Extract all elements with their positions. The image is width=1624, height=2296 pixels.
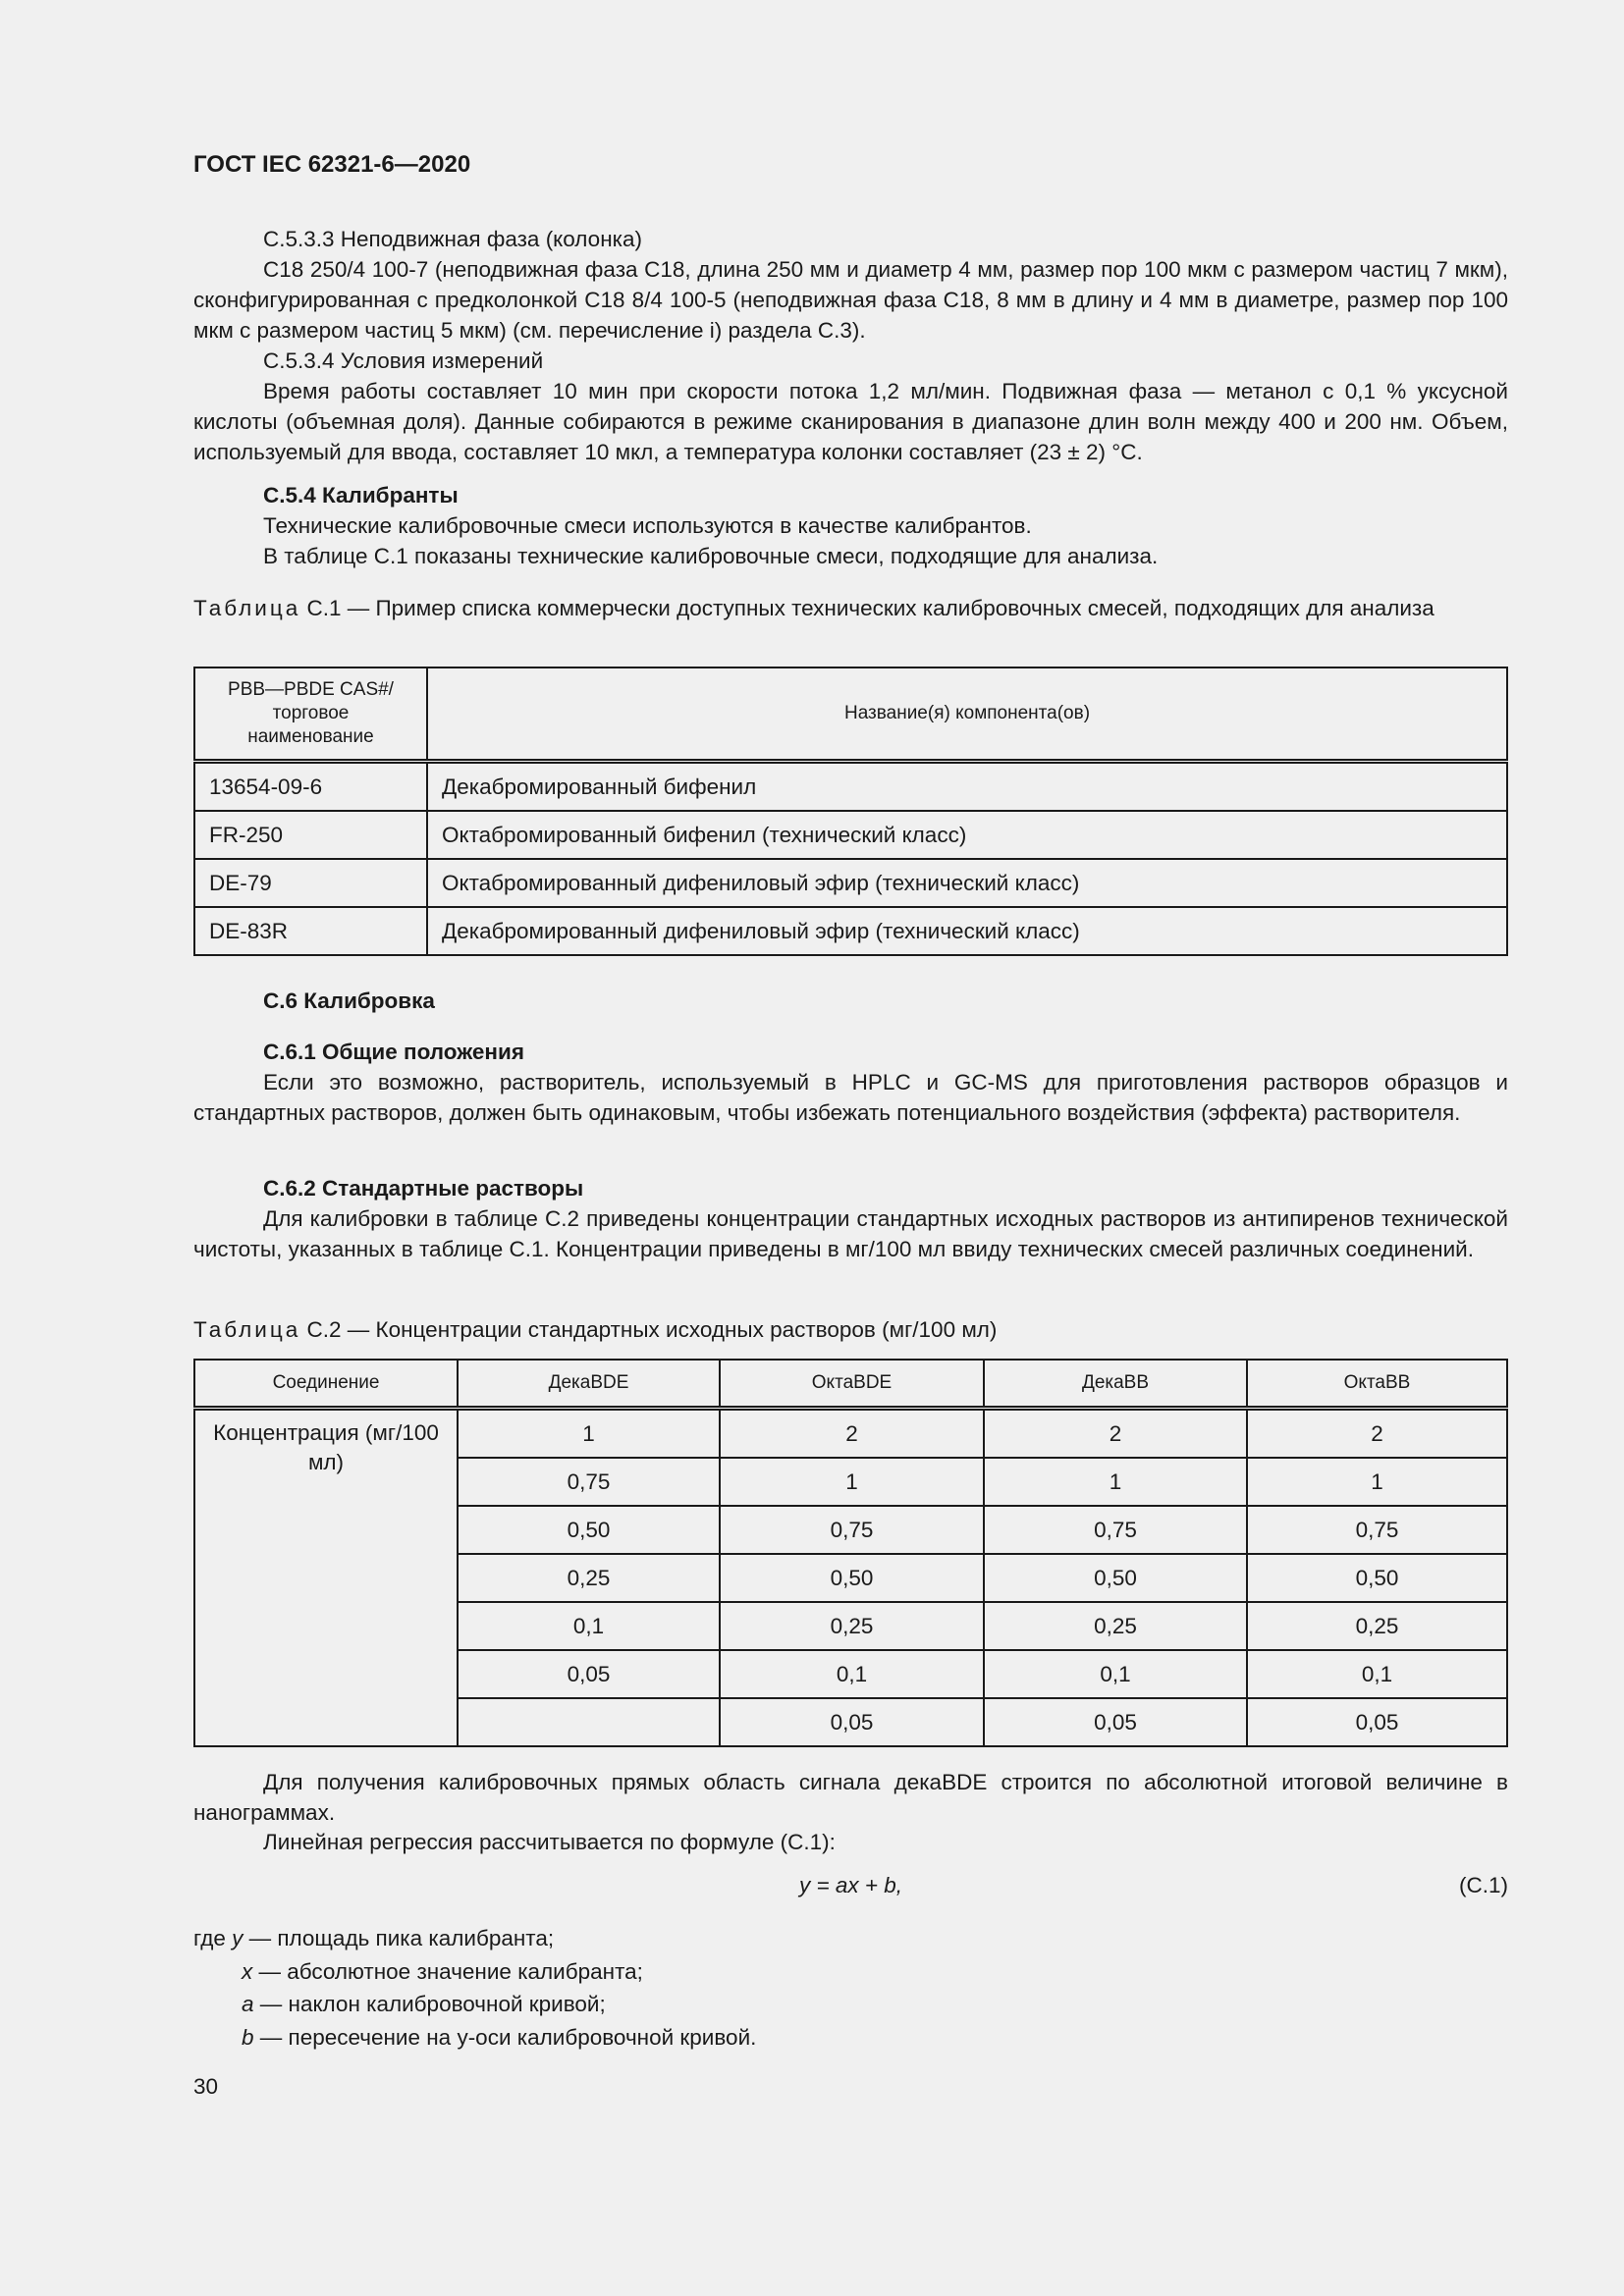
variable-description: — площадь пика калибранта; xyxy=(243,1926,555,1950)
cell: 0,05 xyxy=(984,1698,1247,1746)
variable-description: — пересечение на y-оси калибровочной кривой. xyxy=(253,2024,757,2050)
table2-caption xyxy=(193,1314,1508,1345)
section-c54-p1: Технические калибровочные смеси используются в качестве калибрантов. xyxy=(263,513,1032,538)
section-c61-title: С.6.1 Общие положения xyxy=(263,1040,524,1064)
table2-header: ОктаBB xyxy=(1247,1360,1507,1409)
cell: Октабромированный бифенил (технический класс) xyxy=(427,811,1507,859)
cell: 0,50 xyxy=(458,1506,720,1554)
table1-caption-label: Таблица xyxy=(193,596,301,620)
table-row xyxy=(194,762,1507,812)
section-c533-title: С.5.3.3 Неподвижная фаза (колонка) xyxy=(263,227,642,251)
cell: 0,1 xyxy=(458,1602,720,1650)
cell: 2 xyxy=(984,1409,1247,1459)
table-row xyxy=(194,811,1507,859)
page-number: 30 xyxy=(193,2074,219,2099)
section-c533-text: С18 250/4 100-7 (неподвижная фаза С18, длина 250 мм и диаметр 4 мм, размер пор 100 мкм с размером частиц 7 мкм), сконфигурированная с предколонкой С18 8/4 100-5 (неподвижная фаза С18, 8 мм в длину и 4 мм в диаметре, размер пор 100 мкм с размером частиц 5 мкм) (см. перечисление i) раздела С.3). xyxy=(193,257,1508,343)
paragraph-regression: Линейная регрессия рассчитывается по формуле (С.1): xyxy=(263,1830,836,1854)
cell: 1 xyxy=(984,1458,1247,1506)
cell: 0,75 xyxy=(1247,1506,1507,1554)
variable-definition xyxy=(193,1922,554,1954)
table-row xyxy=(194,907,1507,955)
cell: 0,1 xyxy=(1247,1650,1507,1698)
section-c54-title: С.5.4 Калибранты xyxy=(263,483,459,507)
cell: 0,50 xyxy=(984,1554,1247,1602)
paragraph-calibration-lines: Для получения калибровочных прямых область сигнала декаBDE строится по абсолютной итоговой величине в нанограммах. xyxy=(193,1770,1508,1825)
cell: Октабромированный дифениловый эфир (технический класс) xyxy=(427,859,1507,907)
row-label: Концентрация (мг/100 мл) xyxy=(194,1409,458,1747)
table-c2 xyxy=(193,1359,1508,1747)
cell: 0,05 xyxy=(720,1698,984,1746)
cell: Декабромированный бифенил xyxy=(427,762,1507,812)
section-c62-text: Для калибровки в таблице С.2 приведены концентрации стандартных исходных растворов из антипиренов технической чистоты, указанных в таблице С.1. Концентрации приведены в мг/100 мл ввиду технических смесей различных соединений. xyxy=(193,1206,1508,1261)
cell: 1 xyxy=(720,1458,984,1506)
table2-header: Соединение xyxy=(194,1360,458,1409)
variable-symbol: b xyxy=(242,2024,254,2050)
cell: FR-250 xyxy=(194,811,427,859)
cell: 1 xyxy=(1247,1458,1507,1506)
section-c534-text: Время работы составляет 10 мин при скорости потока 1,2 мл/мин. Подвижная фаза — метанол с 0,1 % уксусной кислоты (объемная доля). Данные собираются в режиме сканирования в диапазоне длин волн между 400 и 200 нм. Объем, используемый для ввода, составляет 10 мкл, а температура колонки составляет (23 ± 2) °С. xyxy=(193,379,1508,464)
table2-header: ДекаBB xyxy=(984,1360,1247,1409)
variable-definition xyxy=(242,2021,756,2054)
variable-definition xyxy=(242,1988,606,2020)
section-c54-p2: В таблице С.1 показаны технические калибровочные смеси, подходящие для анализа. xyxy=(263,544,1159,568)
table2-caption-label: Таблица xyxy=(193,1317,301,1342)
cell: 0,75 xyxy=(984,1506,1247,1554)
cell xyxy=(458,1698,720,1746)
cell: DE-79 xyxy=(194,859,427,907)
cell: 0,75 xyxy=(458,1458,720,1506)
table2-header: ДекаBDE xyxy=(458,1360,720,1409)
table1-caption-text: С.1 — Пример списка коммерчески доступных технических калибровочных смесей, подходящих для анализа xyxy=(300,596,1435,620)
section-c534-title: С.5.3.4 Условия измерений xyxy=(263,348,544,373)
cell: 0,25 xyxy=(720,1602,984,1650)
table-c1 xyxy=(193,667,1508,956)
table2-caption-text: С.2 — Концентрации стандартных исходных растворов (мг/100 мл) xyxy=(300,1317,998,1342)
table2-header: ОктаBDE xyxy=(720,1360,984,1409)
variable-symbol: x xyxy=(242,1958,253,1984)
cell: 0,1 xyxy=(720,1650,984,1698)
cell: 2 xyxy=(720,1409,984,1459)
cell: 13654-09-6 xyxy=(194,762,427,812)
cell: 0,25 xyxy=(458,1554,720,1602)
document-header: ГОСТ IEC 62321-6—2020 xyxy=(193,151,471,178)
table-row xyxy=(194,1409,1507,1459)
cell: 0,75 xyxy=(720,1506,984,1554)
formula-number: (С.1) xyxy=(1459,1873,1508,1897)
variable-description: — абсолютное значение калибранта; xyxy=(252,1958,643,1984)
where-prefix: где xyxy=(193,1926,233,1950)
cell: 1 xyxy=(458,1409,720,1459)
table1-caption xyxy=(193,593,1508,623)
cell: 0,50 xyxy=(720,1554,984,1602)
section-c61-text: Если это возможно, растворитель, используемый в HPLC и GC-MS для приготовления растворов образцов и стандартных растворов, должен быть одинаковым, чтобы избежать потенциального воздействия (эффекта) растворителя. xyxy=(193,1070,1508,1125)
section-c6-title: С.6 Калибровка xyxy=(263,988,435,1013)
variable-description: — наклон калибровочной кривой; xyxy=(253,1992,606,2016)
cell: 0,50 xyxy=(1247,1554,1507,1602)
table1-header-name: Название(я) компонента(ов) xyxy=(427,667,1507,762)
section-c62-title: С.6.2 Стандартные растворы xyxy=(263,1176,584,1201)
table-row xyxy=(194,859,1507,907)
variable-symbol: y xyxy=(232,1926,244,1950)
table1-header-cas: PBB—PBDE CAS#/торговое наименование xyxy=(194,667,427,762)
variable-definition xyxy=(242,1955,643,1988)
formula: y = ax + b, xyxy=(798,1873,903,1897)
variable-symbol: a xyxy=(242,1992,254,2016)
cell: 0,25 xyxy=(1247,1602,1507,1650)
cell: 0,25 xyxy=(984,1602,1247,1650)
cell: 0,05 xyxy=(1247,1698,1507,1746)
cell: 2 xyxy=(1247,1409,1507,1459)
cell: DE-83R xyxy=(194,907,427,955)
cell: Декабромированный дифениловый эфир (технический класс) xyxy=(427,907,1507,955)
cell: 0,1 xyxy=(984,1650,1247,1698)
cell: 0,05 xyxy=(458,1650,720,1698)
